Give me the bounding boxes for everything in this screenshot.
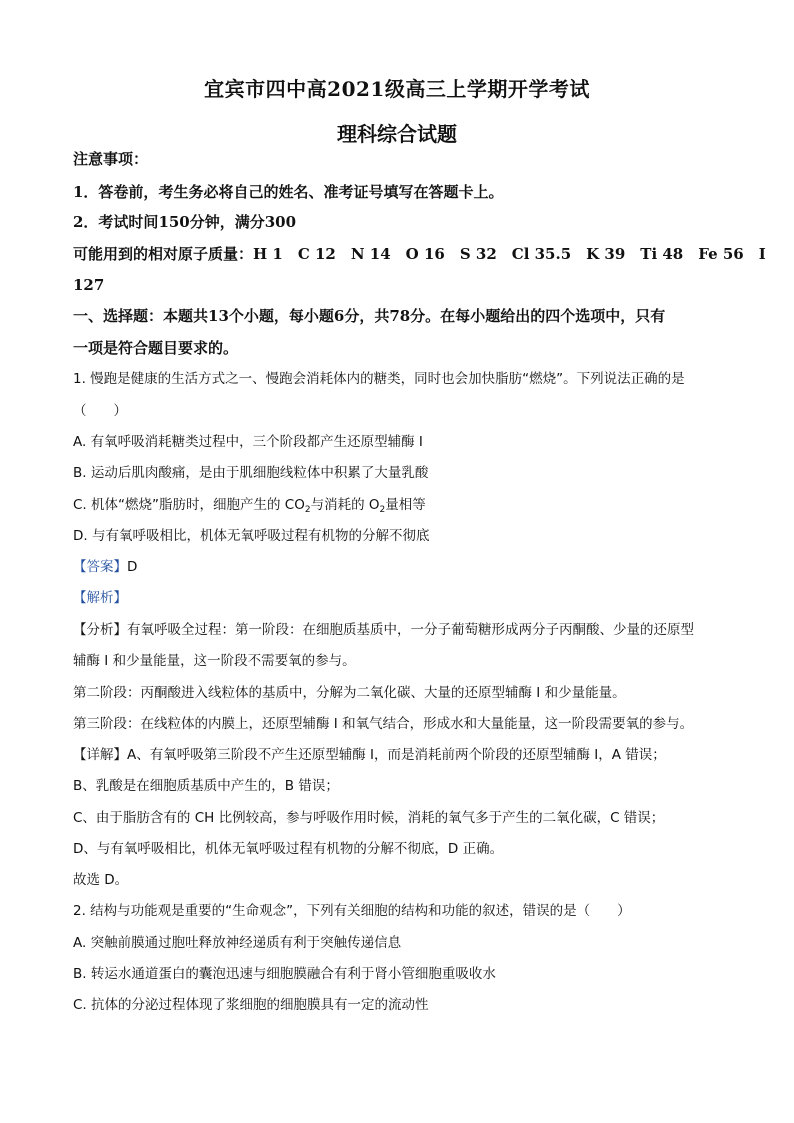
q1-xiangjie-line-3: C、由于脂肪含有的 CH 比例较高，参与呼吸作用时候，消耗的氧气多于产生的二氧化碳，C 错误； <box>73 810 665 826</box>
xiangjie-text-1: A、有氧呼吸第三阶段不产生还原型辅酶 I，而是消耗前两个阶段的还原型辅酶 I，A 错误； <box>127 747 666 763</box>
q1-analysis-tag <box>73 589 733 607</box>
atomic-mass-line-2: 127 <box>73 276 105 294</box>
q2-option-c: C. 抗体的分泌过程体现了浆细胞的细胞膜具有一定的流动性 <box>73 997 429 1013</box>
q1-xiangjie-line-4: D、与有氧呼吸相比，机体无氧呼吸过程有机物的分解不彻底，D 正确。 <box>73 841 504 857</box>
notice-heading: 注意事项： <box>73 150 149 168</box>
q1-option-c-sub-2: 2 <box>379 505 386 515</box>
q1-conclusion: 故选 D。 <box>73 872 129 888</box>
q1-option-b: B. 运动后肌肉酸痛，是由于肌细胞线粒体中积累了大量乳酸 <box>73 465 429 481</box>
q1-fenxi-line-1 <box>73 621 733 639</box>
exam-subtitle: 理科综合试题 <box>337 122 457 146</box>
q2-option-a: A. 突触前膜通过胞吐释放神经递质有利于突触传递信息 <box>73 935 402 951</box>
q1-stem-line-2: （ ） <box>73 403 127 419</box>
q2-stem: 2. 结构与功能观是重要的“生命观念”，下列有关细胞的结构和功能的叙述，错误的是（ ） <box>73 903 631 919</box>
atomic-mass-line-1: 可能用到的相对原子质量：H 1 C 12 N 14 O 16 S 32 Cl 35.5 K 39 Ti 48 Fe 56 I <box>73 245 766 263</box>
q1-option-d: D. 与有氧呼吸相比，机体无氧呼吸过程有机物的分解不彻底 <box>73 528 430 544</box>
exam-title: 宜宾市四中高2021级高三上学期开学考试 <box>204 77 590 101</box>
q1-option-c <box>73 496 733 514</box>
q1-fenxi-line-2: 辅酶 I 和少量能量，这一阶段不需要氧的参与。 <box>73 653 356 669</box>
q2-option-b: B. 转运水通道蛋白的囊泡迅速与细胞膜融合有利于肾小管细胞重吸收水 <box>73 966 496 982</box>
q1-option-c-text-2: 与消耗的 O <box>310 497 380 513</box>
section-heading-line-1: 一、选择题：本题共13个小题，每小题6分，共78分。在每小题给出的四个选项中，只有 <box>73 307 666 325</box>
notice-item-1: 1．答卷前，考生务必将自己的姓名、准考证号填写在答题卡上。 <box>73 183 504 201</box>
q1-option-c-text-1: C. 机体“燃烧”脂肪时，细胞产生的 CO <box>73 497 305 513</box>
q1-stem-line-1: 1. 慢跑是健康的生活方式之一、慢跑会消耗体内的糖类，同时也会加快脂肪“燃烧”。下列说法正确的是 <box>73 371 685 387</box>
fenxi-text-1: 有氧呼吸全过程：第一阶段：在细胞质基质中，一分子葡萄糖形成两分子丙酮酸、少量的还原型 <box>127 622 694 638</box>
q1-fenxi-line-4: 第三阶段：在线粒体的内膜上，还原型辅酶 I 和氧气结合，形成水和大量能量，这一阶段需要氧的参与。 <box>73 716 694 732</box>
fenxi-tag: 【分析】 <box>73 622 127 638</box>
q1-xiangjie-line-2: B、乳酸是在细胞质基质中产生的，B 错误； <box>73 778 339 794</box>
answer-tag: 【答案】 <box>73 559 127 575</box>
q1-answer <box>73 558 733 576</box>
section-heading-line-2: 一项是符合题目要求的。 <box>73 339 239 357</box>
answer-value: D <box>127 559 138 575</box>
q1-option-a: A. 有氧呼吸消耗糖类过程中，三个阶段都产生还原型辅酶 I <box>73 434 423 450</box>
notice-item-2: 2．考试时间150分钟，满分300 <box>73 213 297 231</box>
q1-xiangjie-line-1 <box>73 746 733 764</box>
xiangjie-tag: 【详解】 <box>73 747 127 763</box>
analysis-tag: 【解析】 <box>73 590 127 606</box>
q1-option-c-text-3: 量相等 <box>385 497 426 513</box>
q1-fenxi-line-3: 第二阶段：丙酮酸进入线粒体的基质中，分解为二氧化碳、大量的还原型辅酶 I 和少量能量。 <box>73 685 626 701</box>
q1-option-c-sub-1: 2 <box>304 505 311 515</box>
